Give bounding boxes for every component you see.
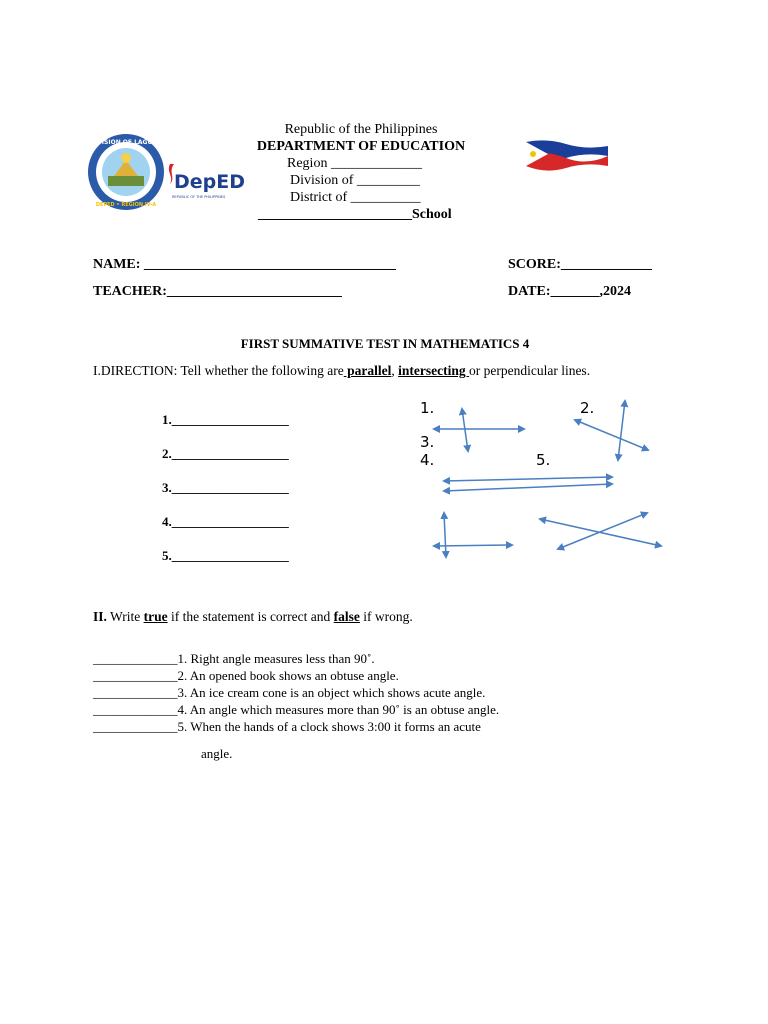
district-line: District of __________ [290,190,421,205]
figure-label-1: 1. [420,399,435,417]
fig-perp-vertical-line [444,513,446,557]
figure-label-3: 3. [420,433,435,451]
part2-mid: if the statement is correct and [167,609,334,624]
region-line: Region _____________ [287,156,422,171]
philippine-flag-icon [522,138,610,172]
fig2-steep-line [618,401,625,460]
fig-parallel-line-top [444,477,612,481]
part2-end: if wrong. [359,609,413,624]
statement-continuation: angle. [201,746,233,761]
seal-bottom-text: DEPED • REGION IV-A [95,202,157,208]
school-line: ______________________School [258,207,452,222]
fig-x-line-b [558,513,647,549]
part2-numeral: II. [93,609,107,624]
republic-line: Republic of the Philippines [284,122,438,137]
statement-item: _____________2. An opened book shows an obtuse angle. [93,668,399,683]
statement-item: _____________4. An angle which measures more than 90˚ is an obtuse angle. [93,702,500,717]
direction-suffix: or perpendicular lines. [468,363,591,378]
division-line: Division of _________ [290,173,420,188]
statement-list [93,650,693,735]
test-title: FIRST SUMMATIVE TEST IN MATHEMATICS 4 [240,336,530,351]
date-field: DATE:_______,2024 [508,284,632,299]
statement-item: _____________5. When the hands of a clock shows 3:00 it forms an acute [93,719,481,734]
figure-label-5: 5. [536,451,551,469]
answer-blank-5: 5.__________________ [162,548,289,563]
answer-blank-2: 2.__________________ [162,446,289,461]
statement-item: _____________1. Right angle measures less than 90˚. [93,651,375,666]
intersecting-word: intersecting [398,363,469,378]
teacher-field: TEACHER:_________________________ [93,284,342,299]
lines-figure [410,395,670,565]
answer-blank-1: 1.__________________ [162,412,289,427]
fig1-vertical-line [462,409,468,451]
fig2-diagonal-line [575,420,648,450]
parallel-word: parallel [343,363,392,378]
part1-direction [93,362,590,379]
fig-parallel-line-bottom [444,484,612,491]
score-field: SCORE:_____________ [508,257,652,272]
false-word: false [333,609,360,624]
deped-logo [164,158,246,202]
seal-top-text: DIVISION OF LAGUNA [89,139,163,146]
true-word: true [143,609,168,624]
deped-wordmark: DepED [174,171,246,193]
deped-subtitle: REPUBLIC OF THE PHILIPPINES [172,195,226,199]
figure-label-4: 4. [420,451,435,469]
direction-prefix: I.DIRECTION: Tell whether the following are [93,363,344,378]
department-line: DEPARTMENT OF EDUCATION [256,139,466,154]
direction-comma: , [391,363,399,378]
answer-blank-4: 4.__________________ [162,514,289,529]
answer-blank-3: 3.__________________ [162,480,289,495]
division-seal-logo [86,132,166,212]
figure-label-2: 2. [580,399,595,417]
name-field: NAME: ____________________________________ [93,257,396,272]
part2-write: Write [106,609,144,624]
statement-item: _____________3. An ice cream cone is an object which shows acute angle. [93,685,486,700]
fig-perp-horizontal-line [434,545,512,546]
part2-direction [93,608,413,625]
